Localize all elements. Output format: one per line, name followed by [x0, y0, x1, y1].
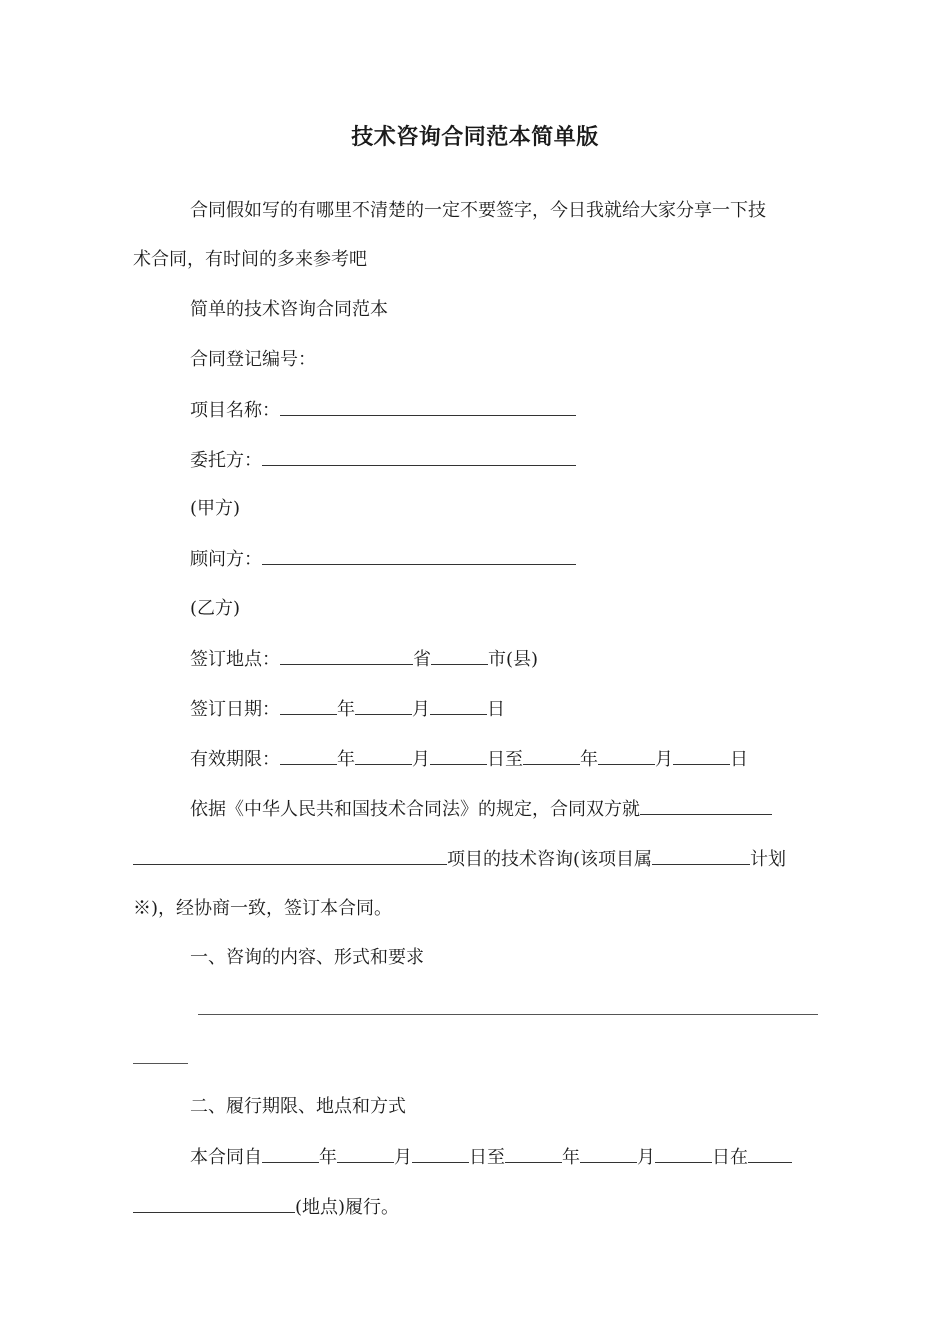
basis-line-1 [190, 796, 772, 823]
term-place-blank[interactable] [748, 1144, 792, 1163]
project-name-label: 项目名称： [190, 400, 280, 421]
term-end-text: (地点)履行。 [295, 1197, 400, 1218]
sign-month-blank[interactable] [355, 696, 412, 715]
term-year-blank[interactable] [262, 1144, 319, 1163]
term-year2-blank[interactable] [505, 1144, 562, 1163]
contract-subtitle: 简单的技术咨询合同范本 [190, 299, 388, 320]
consultant-label: 顾问方： [190, 549, 262, 570]
intro-paragraph-line-2: 术合同，有时间的多来参考吧 [133, 249, 367, 270]
party-a-label: (甲方) [190, 498, 241, 519]
province-blank[interactable] [280, 646, 413, 665]
basis-line-2 [133, 846, 786, 873]
valid-period-label: 有效期限： [190, 749, 280, 770]
plan-blank[interactable] [652, 846, 750, 865]
month-label: 月 [655, 749, 673, 770]
valid-day2-blank[interactable] [673, 746, 730, 765]
year-label: 年 [337, 699, 355, 720]
basis-project-text: 项目的技术咨询(该项目属 [447, 849, 653, 870]
term-row-2 [133, 1194, 399, 1221]
day-at-label: 日在 [712, 1147, 748, 1168]
city-blank[interactable] [431, 646, 488, 665]
section-1-content-blank[interactable] [198, 1014, 818, 1015]
term-prefix: 本合同自 [190, 1147, 262, 1168]
year-label: 年 [562, 1147, 580, 1168]
province-label: 省 [413, 649, 431, 670]
day-to-label: 日至 [469, 1147, 505, 1168]
intro-paragraph-line-1: 合同假如写的有哪里不清楚的一定不要签字，今日我就给大家分享一下技 [190, 200, 766, 221]
consultant-blank[interactable] [262, 546, 576, 565]
term-place-blank-cont[interactable] [133, 1194, 295, 1213]
plan-label: 计划 [750, 849, 787, 870]
section-1-content-blank-cont[interactable] [133, 1063, 188, 1064]
valid-year-blank[interactable] [280, 746, 337, 765]
registration-number-label: 合同登记编号： [190, 349, 316, 370]
sign-place-label: 签订地点： [190, 649, 280, 670]
term-day2-blank[interactable] [655, 1144, 712, 1163]
basis-text: 依据《中华人民共和国技术合同法》的规定，合同双方就 [190, 799, 640, 820]
term-day-blank[interactable] [412, 1144, 469, 1163]
term-month2-blank[interactable] [580, 1144, 637, 1163]
day-to-label: 日至 [487, 749, 523, 770]
sign-date-label: 签订日期： [190, 699, 280, 720]
term-month-blank[interactable] [337, 1144, 394, 1163]
basis-project-blank[interactable] [133, 846, 447, 865]
year-label: 年 [337, 749, 355, 770]
month-label: 月 [412, 749, 430, 770]
basis-topic-blank[interactable] [640, 796, 772, 815]
client-blank[interactable] [262, 447, 576, 466]
section-1-heading: 一、咨询的内容、形式和要求 [190, 947, 424, 968]
city-label: 市(县) [488, 649, 539, 670]
party-b-label: (乙方) [190, 598, 241, 619]
sign-date-row [190, 696, 505, 723]
month-label: 月 [637, 1147, 655, 1168]
sign-year-blank[interactable] [280, 696, 337, 715]
client-row [190, 447, 576, 474]
project-name-blank[interactable] [280, 397, 576, 416]
year-label: 年 [580, 749, 598, 770]
day-label: 日 [730, 749, 748, 770]
year-label: 年 [319, 1147, 337, 1168]
valid-day-blank[interactable] [430, 746, 487, 765]
month-label: 月 [394, 1147, 412, 1168]
sign-day-blank[interactable] [430, 696, 487, 715]
basis-line-3: ※)，经协商一致，签订本合同。 [133, 898, 393, 919]
day-label: 日 [487, 699, 505, 720]
sign-place-row [190, 646, 538, 673]
valid-period-row [190, 746, 748, 773]
valid-month2-blank[interactable] [598, 746, 655, 765]
valid-month-blank[interactable] [355, 746, 412, 765]
section-2-heading: 二、履行期限、地点和方式 [190, 1096, 406, 1117]
term-row [190, 1144, 792, 1171]
document-title: 技术咨询合同范本简单版 [351, 125, 599, 150]
client-label: 委托方： [190, 450, 262, 471]
month-label: 月 [412, 699, 430, 720]
consultant-row [190, 546, 576, 573]
valid-year2-blank[interactable] [523, 746, 580, 765]
project-name-row [190, 397, 576, 424]
